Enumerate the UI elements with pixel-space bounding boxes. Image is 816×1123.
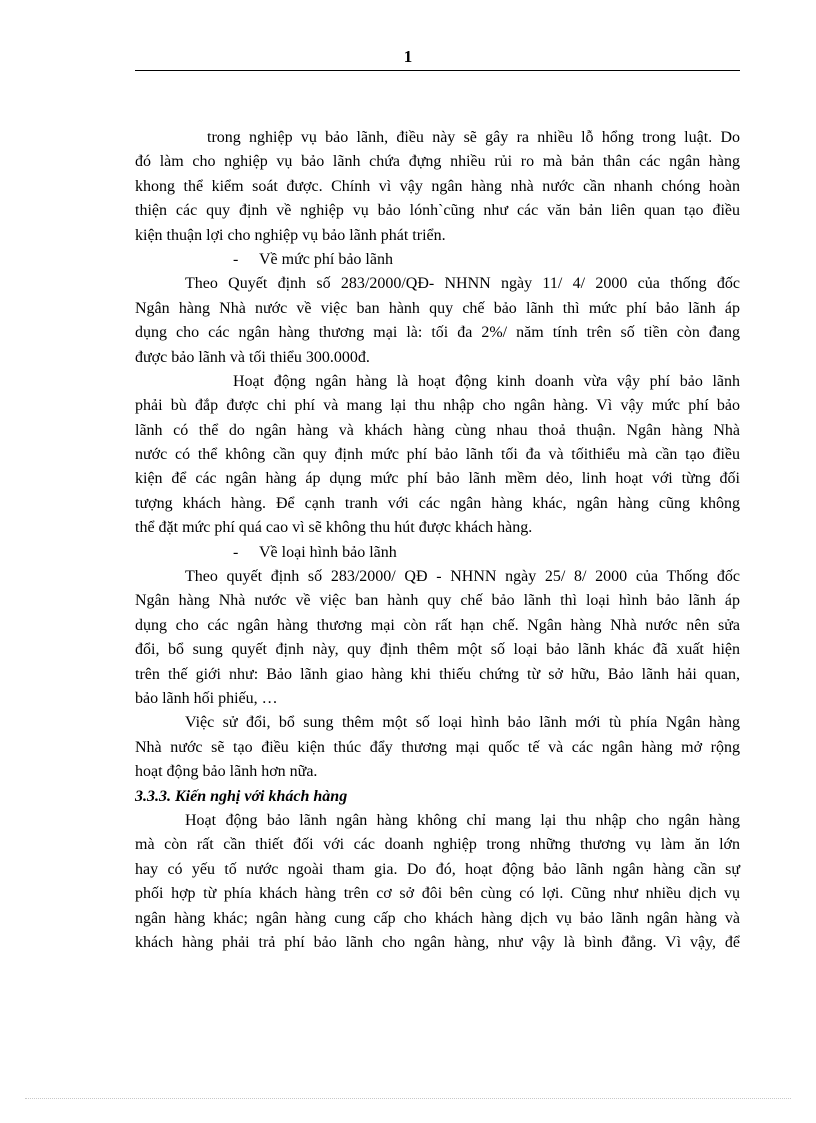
paragraph-line: Hoạt động ngân hàng là hoạt động kinh doanh vừa vậy phí bảo lãnh — [233, 372, 740, 390]
paragraph-line: trong nghiệp vụ bảo lãnh, điều này sẽ gây ra nhiều lỗ hổng trong luật. Do — [207, 129, 740, 146]
paragraph-line: thể đặt mức phí quá cao vì sẽ không thu hút được khách hàng. — [135, 519, 533, 537]
paragraph-line: ngân hàng khác; ngân hàng cung cấp cho khách hàng dịch vụ bảo lãnh ngân hàng và — [135, 909, 740, 927]
paragraph-line: phải bù đắp được chi phí và mang lại thu nhập cho ngân hàng. Vì vậy mức phí bảo — [135, 397, 740, 415]
paragraph — [135, 809, 740, 955]
paragraph-line: Ngân hàng Nhà nước về việc ban hành quy chế bảo lãnh thì loại hình bảo lãnh áp — [135, 592, 740, 610]
paragraph-line: đổi, bổ sung quyết định này, quy định thêm một số loại bảo lãnh khác đã xuất hiện — [135, 641, 740, 659]
paragraph-line: Nhà nước sẽ tạo điều kiện thúc đẩy thương mại quốc tế và các ngân hàng mở rộng — [135, 738, 740, 756]
paragraph-line: khong thể kiểm soát được. Chính vì vậy ngân hàng nhà nước cần nhanh chóng hoàn — [135, 177, 740, 195]
page-number: 1 — [403, 47, 413, 66]
bullet-dash: - — [233, 250, 239, 268]
paragraph-line: hay có yếu tố nước ngoài tham gia. Do đó, hoạt động bảo lãnh ngân hàng cần sự — [135, 860, 740, 878]
bullet-item — [135, 541, 740, 565]
paragraph-line: trên thế giới như: Bảo lãnh giao hàng khi thiếu chứng từ sở hữu, Bảo lãnh hải quan, — [135, 665, 740, 683]
paragraph-line: được bảo lãnh và tối thiểu 300.000đ. — [135, 348, 370, 366]
paragraph-line: dụng cho các ngân hàng thương mại là: tối đa 2%/ năm tính trên số tiền còn đang — [135, 324, 740, 342]
paragraph-line: Hoạt động bảo lãnh ngân hàng không chỉ mang lại thu nhập cho ngân hàng — [185, 811, 740, 829]
paragraph-line: khách hàng phải trả phí bảo lãnh cho ngân hàng, như vậy là bình đẳng. Vì vậy, để — [135, 933, 740, 951]
paragraph-line: Ngân hàng Nhà nước về việc ban hành quy chế bảo lãnh thì mức phí bảo lãnh áp — [135, 299, 740, 317]
bullet-text: Về mức phí bảo lãnh — [259, 250, 393, 268]
footer-dotted-rule — [25, 1098, 791, 1099]
paragraph-line: dụng cho các ngân hàng thương mại còn rất hạn chế. Ngân hàng Nhà nước nên sửa — [135, 616, 740, 634]
bullet-text: Về loại hình bảo lãnh — [259, 543, 397, 561]
paragraph — [135, 126, 740, 248]
paragraph-line: nước có thể không cần quy định mức phí bảo lãnh tối đa và tốithiểu mà cần tạo điều — [135, 446, 740, 464]
paragraph — [135, 370, 740, 541]
paragraph — [135, 272, 740, 370]
paragraph-line: phối hợp từ phía khách hàng trên cơ sở đôi bên cùng có lợi. Cũng như nhiều dịch vụ — [135, 885, 740, 903]
section-heading: 3.3.3. Kiến nghị với khách hàng — [135, 787, 348, 805]
paragraph-line: mà còn rất cần thiết đối với các doanh nghiệp trong những thương vụ làm ăn lớn — [135, 836, 740, 854]
paragraph-line: kiện để các ngân hàng áp dụng mức phí bảo lãnh mềm dẻo, linh hoạt với từng đối — [135, 470, 740, 488]
bullet-dash: - — [233, 543, 239, 561]
paragraph-line: kiện thuận lợi cho nghiệp vụ bảo lãnh phát triển. — [135, 226, 446, 244]
paragraph — [135, 565, 740, 711]
paragraph-line: lãnh có thể do ngân hàng và khách hàng cùng nhau thoả thuận. Ngân hàng Nhà — [135, 421, 740, 439]
bullet-item — [135, 248, 740, 272]
header-rule — [135, 70, 740, 71]
paragraph-line: tượng khách hàng. Để cạnh tranh với các ngân hàng khác, ngân hàng cũng không — [135, 494, 740, 512]
paragraph-line: hoạt động bảo lãnh hơn nữa. — [135, 763, 318, 781]
document-body — [135, 126, 740, 955]
paragraph-line: đó làm cho nghiệp vụ bảo lãnh chứa đựng nhiều rủi ro mà bản thân các ngân hàng — [135, 153, 740, 171]
paragraph-line: thiện các quy định về nghiệp vụ bảo lónh`cũng như các văn bản liên quan tạo điều — [135, 202, 740, 220]
paragraph-line: Việc sử đổi, bổ sung thêm một số loại hình bảo lãnh mới tù phía Ngân hàng — [185, 714, 740, 732]
paragraph — [135, 711, 740, 784]
paragraph-line: bảo lãnh hối phiếu, … — [135, 689, 278, 707]
paragraph-line: Theo Quyết định số 283/2000/QĐ- NHNN ngày 11/ 4/ 2000 của thống đốc — [185, 275, 740, 293]
paragraph-line: Theo quyết định số 283/2000/ QĐ - NHNN ngày 25/ 8/ 2000 của Thống đốc — [185, 568, 740, 586]
